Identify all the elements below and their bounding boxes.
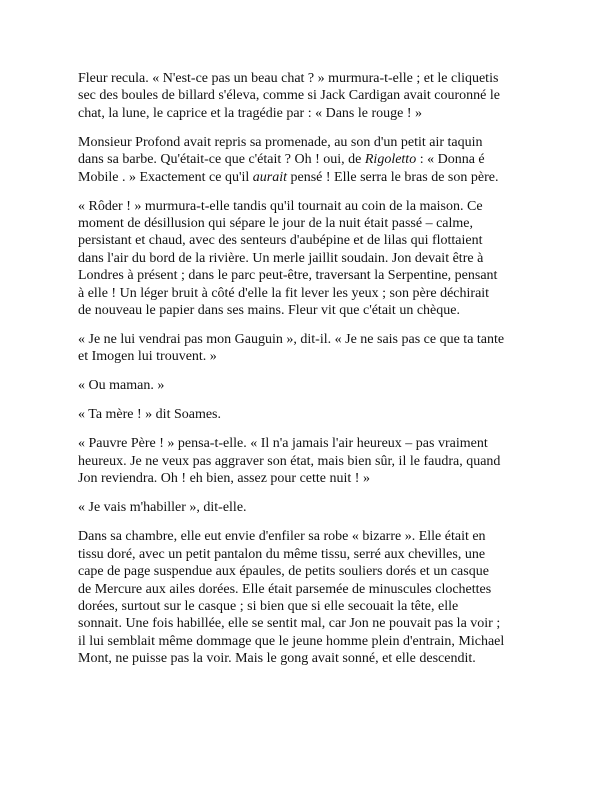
paragraph [78,70,538,122]
text-segment: Mobile . » Exactement ce qu'il [78,169,253,185]
text-line [78,105,538,122]
text-segment: persistant et chaud, avec des senteurs d'aubépine et de lilas qui flottaient [78,233,483,249]
text-line [78,348,538,365]
text-segment: dans sa barbe. Qu'était-ce que c'était ? Oh ! oui, de [78,152,365,168]
text-line [78,650,538,667]
text-line [78,499,538,516]
paragraph [78,528,538,667]
text-line [78,377,538,394]
text-segment: Fleur recula. « N'est-ce pas un beau chat ? » murmura-t-elle ; et le cliquetis [78,71,499,86]
italic-text-segment: aurait [252,169,287,185]
paragraph [78,435,538,487]
text-line [78,267,538,284]
text-line [78,331,538,348]
text-line [78,302,538,319]
text-line [78,435,538,452]
text-segment: moment de désillusion qui sépare le jour de la nuit était passé – calme, [78,216,474,232]
text-line [78,70,538,87]
text-segment: il lui semblait même dommage que le jeune homme plein d'entrain, Michael [78,633,505,649]
text-segment: pensé ! Elle serra le bras de son père. [286,169,499,185]
text-line [78,151,538,168]
text-line [78,169,538,186]
text-segment: « Je vais m'habiller », dit-elle. [78,500,247,516]
text-segment: « Je ne lui vendrai pas mon Gauguin », dit-il. « Je ne sais pas ce que ta tante [78,332,505,348]
text-segment: Londres à présent ; dans le parc peut-être, traversant la Serpentine, pensant [78,268,498,284]
text-line [78,134,538,151]
text-segment: sonnait. Une fois habillée, elle se sentit mal, car Jon ne pouvait pas la voir ; [78,616,501,632]
text-segment: heureux. Je ne veux pas aggraver son état, mais bien sûr, il le faudra, quand [78,453,501,469]
text-segment: dorées, surtout sur le casque ; si bien que si elle secouait la tête, elle [78,598,459,614]
paragraph [78,331,538,366]
text-segment: cape de page suspendue aux épaules, de petits souliers dorés et un casque [78,564,489,580]
text-segment: « Ou maman. » [78,378,165,394]
text-line [78,87,538,104]
text-segment: dans l'air du bord de la rivière. Un merle jaillit soudain. Jon devait être à [78,250,484,266]
text-line [78,546,538,563]
paragraph [78,499,538,516]
text-segment: sec des boules de billard s'éleva, comme si Jack Cardigan avait couronné le [78,88,500,104]
text-line [78,453,538,470]
italic-text-segment: Rigoletto [364,152,417,168]
text-line [78,615,538,632]
text-line [78,198,538,215]
text-line [78,232,538,249]
paragraph [78,406,538,423]
paragraph [78,198,538,320]
text-segment: « Rôder ! » murmura-t-elle tandis qu'il tournait au coin de la maison. Ce [78,198,483,214]
paragraph [78,377,538,394]
text-line [78,581,538,598]
text-segment: : « Donna é [416,152,485,168]
text-segment: Monsieur Profond avait repris sa promenade, au son d'un petit air taquin [78,134,483,150]
text-line [78,250,538,267]
text-segment: Mont, ne puisse pas la voir. Mais le gong avait sonné, et elle descendit. [78,651,476,667]
text-segment: « Ta mère ! » dit Soames. [78,407,222,423]
text-segment: et Imogen lui trouvent. » [78,349,217,365]
text-segment: de Mercure aux ailes dorées. Elle était parsemée de minuscules clochettes [78,581,492,597]
text-segment: « Pauvre Père ! » pensa-t-elle. « Il n'a jamais l'air heureux – pas vraiment [78,436,488,452]
text-line [78,598,538,615]
text-line [78,563,538,580]
paragraph [78,134,538,186]
text-segment: tissu doré, avec un petit pantalon du même tissu, serré aux chevilles, une [78,546,486,562]
text-line [78,406,538,423]
text-line [78,633,538,650]
body-text [78,70,538,679]
text-line [78,285,538,302]
text-segment: chat, la lune, le caprice et la tragédie par : « Dans le rouge ! » [78,105,423,121]
text-line [78,528,538,545]
text-segment: Jon reviendra. Oh ! eh bien, assez pour cette nuit ! » [78,471,370,487]
text-segment: Dans sa chambre, elle eut envie d'enfiler sa robe « bizarre ». Elle était en [78,529,486,545]
text-segment: à elle ! Un léger bruit à côté d'elle la fit lever les yeux ; son père déchirait [78,285,490,301]
text-line [78,470,538,487]
text-segment: de nouveau le papier dans ses mains. Fleur vit que c'était un chèque. [78,303,460,319]
text-line [78,215,538,232]
